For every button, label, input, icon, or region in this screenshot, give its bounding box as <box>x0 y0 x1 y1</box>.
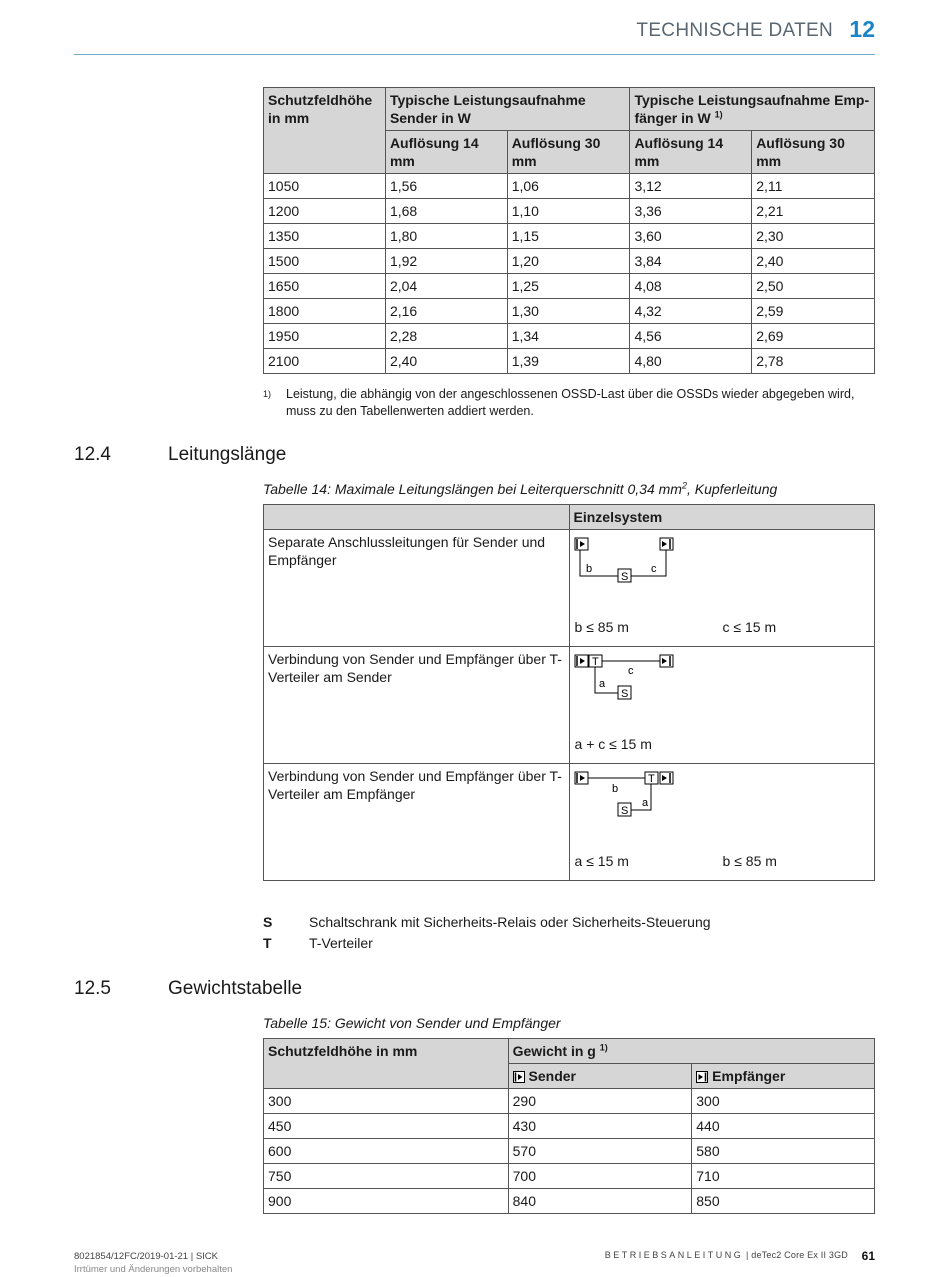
section-title: Leitungslänge <box>168 444 287 465</box>
table-cell: 1950 <box>264 324 386 349</box>
segment-label: a <box>598 678 605 690</box>
legend-text: Schaltschrank mit Sicherheits-Relais oder Sicherheits-Steuerung <box>309 914 711 930</box>
table-cell: 1200 <box>264 199 386 224</box>
table-cell: 4,32 <box>630 299 752 324</box>
table-row <box>264 1189 875 1214</box>
legend-key: S <box>263 914 273 930</box>
footnote-ref: 1) <box>714 109 723 120</box>
table-cell: 1,56 <box>385 174 507 199</box>
col-header-receiver <box>692 1064 875 1089</box>
segment-label: b <box>611 783 618 795</box>
table-row <box>264 1139 875 1164</box>
table-cell: 580 <box>692 1139 875 1164</box>
segment-label: c <box>650 563 657 575</box>
table-cell: 1350 <box>264 224 386 249</box>
table-cell: 300 <box>692 1089 875 1114</box>
table-cell: 1,25 <box>507 274 630 299</box>
table-cell: 430 <box>508 1114 692 1139</box>
receiver-icon <box>660 772 673 784</box>
col-header-weight <box>508 1039 874 1064</box>
row-description: Verbindung von Sender und Empfänger über T-Verteiler am Sender <box>264 647 570 764</box>
wiring-diagram-cell <box>569 530 874 647</box>
weight-header-text: Gewicht in g <box>512 1043 596 1059</box>
table-cell: 3,36 <box>630 199 752 224</box>
cable-length-table <box>263 504 875 881</box>
table-cell: 1,39 <box>507 349 630 374</box>
table-cell: 1,80 <box>385 224 507 249</box>
segment-label: a <box>641 797 648 809</box>
table-row <box>264 1164 875 1189</box>
table-cell: 1,34 <box>507 324 630 349</box>
table-cell: 2,28 <box>385 324 507 349</box>
table-row <box>264 647 875 764</box>
table-row <box>264 349 875 374</box>
table-row <box>264 274 875 299</box>
empty-header <box>264 505 570 530</box>
table-cell: 450 <box>264 1114 509 1139</box>
col-header-sender: Typische Leistungsaufnahme Sender in W <box>385 88 630 131</box>
col-header-receiver <box>630 88 875 131</box>
legend-text: T-Verteiler <box>309 935 373 951</box>
power-consumption-table <box>263 87 875 374</box>
footnote-text: Leistung, die abhängig von der angeschlossenen OSSD-Last über die OSSDs wieder abgegeben wird, muss zu den Tabellenwerten addiert werden. <box>286 387 855 418</box>
length-limit-label: b ≤ 85 m <box>722 853 777 869</box>
table-row <box>264 249 875 274</box>
wiring-diagram-t-sender <box>574 653 874 733</box>
subheader-res30: Auflösung 30 mm <box>752 131 875 174</box>
table-cell: 1,68 <box>385 199 507 224</box>
sender-icon <box>575 772 588 784</box>
length-limit-label: b ≤ 85 m <box>574 619 629 635</box>
table-row <box>264 1114 875 1139</box>
table-cell: 2,59 <box>752 299 875 324</box>
table-cell: 2,69 <box>752 324 875 349</box>
table-cell: 3,12 <box>630 174 752 199</box>
col-header-height: Schutzfeldhöhe in mm <box>264 88 386 174</box>
table-row <box>264 764 875 881</box>
table-cell: 1650 <box>264 274 386 299</box>
table-cell: 1,15 <box>507 224 630 249</box>
table-cell: 570 <box>508 1139 692 1164</box>
table-cell: 3,84 <box>630 249 752 274</box>
receiver-header-text: Typische Leistungsaufnahme Emp-fänger in W <box>634 92 870 126</box>
product-name: | deTec2 Core Ex II 3GD <box>746 1250 848 1260</box>
table-cell: 1,06 <box>507 174 630 199</box>
manual-label: BETRIEBSANLEITUNG <box>604 1250 744 1260</box>
table-cell: 750 <box>264 1164 509 1189</box>
table-cell: 1,20 <box>507 249 630 274</box>
wiring-diagram-cell <box>569 764 874 881</box>
doc-number: 8021854/12FC/2019-01-21 | SICK <box>74 1251 219 1262</box>
table-cell: 4,08 <box>630 274 752 299</box>
page-number: 61 <box>861 1249 875 1263</box>
table-cell: 1050 <box>264 174 386 199</box>
sender-icon <box>575 538 588 550</box>
section-number: 12.5 <box>74 978 111 999</box>
table-row <box>264 199 875 224</box>
length-limit-label: a ≤ 15 m <box>574 853 629 869</box>
table-cell: 900 <box>264 1189 509 1214</box>
table-cell: 1,30 <box>507 299 630 324</box>
cabinet-label: S <box>620 688 628 700</box>
length-limit-label: a + c ≤ 15 m <box>574 736 652 752</box>
subheader-res14: Auflösung 14 mm <box>630 131 752 174</box>
table-cell: 3,60 <box>630 224 752 249</box>
table15-caption: Tabelle 15: Gewicht von Sender und Empfänger <box>263 1015 561 1031</box>
segment-label: c <box>627 665 634 677</box>
table-cell: 1500 <box>264 249 386 274</box>
subheader-res14: Auflösung 14 mm <box>385 131 507 174</box>
wiring-diagram-separate <box>574 536 874 616</box>
chapter-number: 12 <box>849 16 875 42</box>
table-footnote <box>263 386 875 420</box>
col-header-height: Schutzfeldhöhe in mm <box>264 1039 509 1089</box>
cabinet-label: S <box>620 571 628 583</box>
table-cell: 710 <box>692 1164 875 1189</box>
col-header-single-system: Einzelsystem <box>569 505 874 530</box>
table-cell: 2,30 <box>752 224 875 249</box>
length-limit-label: c ≤ 15 m <box>722 619 777 635</box>
wiring-diagram-cell <box>569 647 874 764</box>
wiring-diagram-t-receiver <box>574 770 874 850</box>
table-cell: 440 <box>692 1114 875 1139</box>
t-label: T <box>647 773 655 785</box>
table-cell: 300 <box>264 1089 509 1114</box>
table-cell: 2,40 <box>385 349 507 374</box>
sender-icon <box>513 1071 525 1083</box>
row-description: Separate Anschlussleitungen für Sender und Empfänger <box>264 530 570 647</box>
footer-manual <box>605 1250 848 1260</box>
table-cell: 1800 <box>264 299 386 324</box>
caption-text: Tabelle 14: Maximale Leitungslängen bei Leiterquerschnitt 0,34 mm <box>263 481 682 497</box>
table-cell: 2,40 <box>752 249 875 274</box>
table-cell: 850 <box>692 1189 875 1214</box>
table-cell: 4,56 <box>630 324 752 349</box>
cabinet-label: S <box>620 805 628 817</box>
page-header <box>74 14 875 55</box>
col-header-sender <box>508 1064 692 1089</box>
table-cell: 2,11 <box>752 174 875 199</box>
table14-caption <box>263 481 777 497</box>
legend-key: T <box>263 935 272 951</box>
subheader-res30: Auflösung 30 mm <box>507 131 630 174</box>
table-cell: 2,78 <box>752 349 875 374</box>
t-label: T <box>591 656 599 668</box>
section-title: Gewichtstabelle <box>168 978 303 999</box>
sender-icon <box>575 655 588 667</box>
receiver-icon <box>696 1071 708 1083</box>
footnote-mark: 1) <box>263 389 272 399</box>
table-row <box>264 1089 875 1114</box>
caption-superscript: 2 <box>681 480 687 491</box>
table-cell: 840 <box>508 1189 692 1214</box>
sender-label: Sender <box>528 1068 576 1084</box>
table-cell: 1,92 <box>385 249 507 274</box>
receiver-icon <box>660 538 673 550</box>
table-cell: 4,80 <box>630 349 752 374</box>
weight-table <box>263 1038 875 1214</box>
table-cell: 2,21 <box>752 199 875 224</box>
table-cell: 700 <box>508 1164 692 1189</box>
section-number: 12.4 <box>74 444 111 465</box>
table-row <box>264 224 875 249</box>
table-cell: 600 <box>264 1139 509 1164</box>
receiver-label: Empfänger <box>712 1068 786 1084</box>
row-description: Verbindung von Sender und Empfänger über T-Verteiler am Empfänger <box>264 764 570 881</box>
table-cell: 290 <box>508 1089 692 1114</box>
receiver-icon <box>660 655 673 667</box>
table-row <box>264 299 875 324</box>
footnote-ref: 1) <box>599 1042 608 1053</box>
table-row <box>264 530 875 647</box>
table-cell: 1,10 <box>507 199 630 224</box>
table-cell: 2,50 <box>752 274 875 299</box>
header-title: TECHNISCHE DATEN <box>636 20 833 41</box>
table-row <box>264 174 875 199</box>
segment-label: b <box>585 563 592 575</box>
footer-doc-info <box>74 1250 232 1276</box>
table-row <box>264 324 875 349</box>
disclaimer: Irrtümer und Änderungen vorbehalten <box>74 1264 233 1275</box>
caption-text-end: , Kupferleitung <box>686 481 778 497</box>
table-cell: 2,16 <box>385 299 507 324</box>
table-cell: 2,04 <box>385 274 507 299</box>
table-cell: 2100 <box>264 349 386 374</box>
